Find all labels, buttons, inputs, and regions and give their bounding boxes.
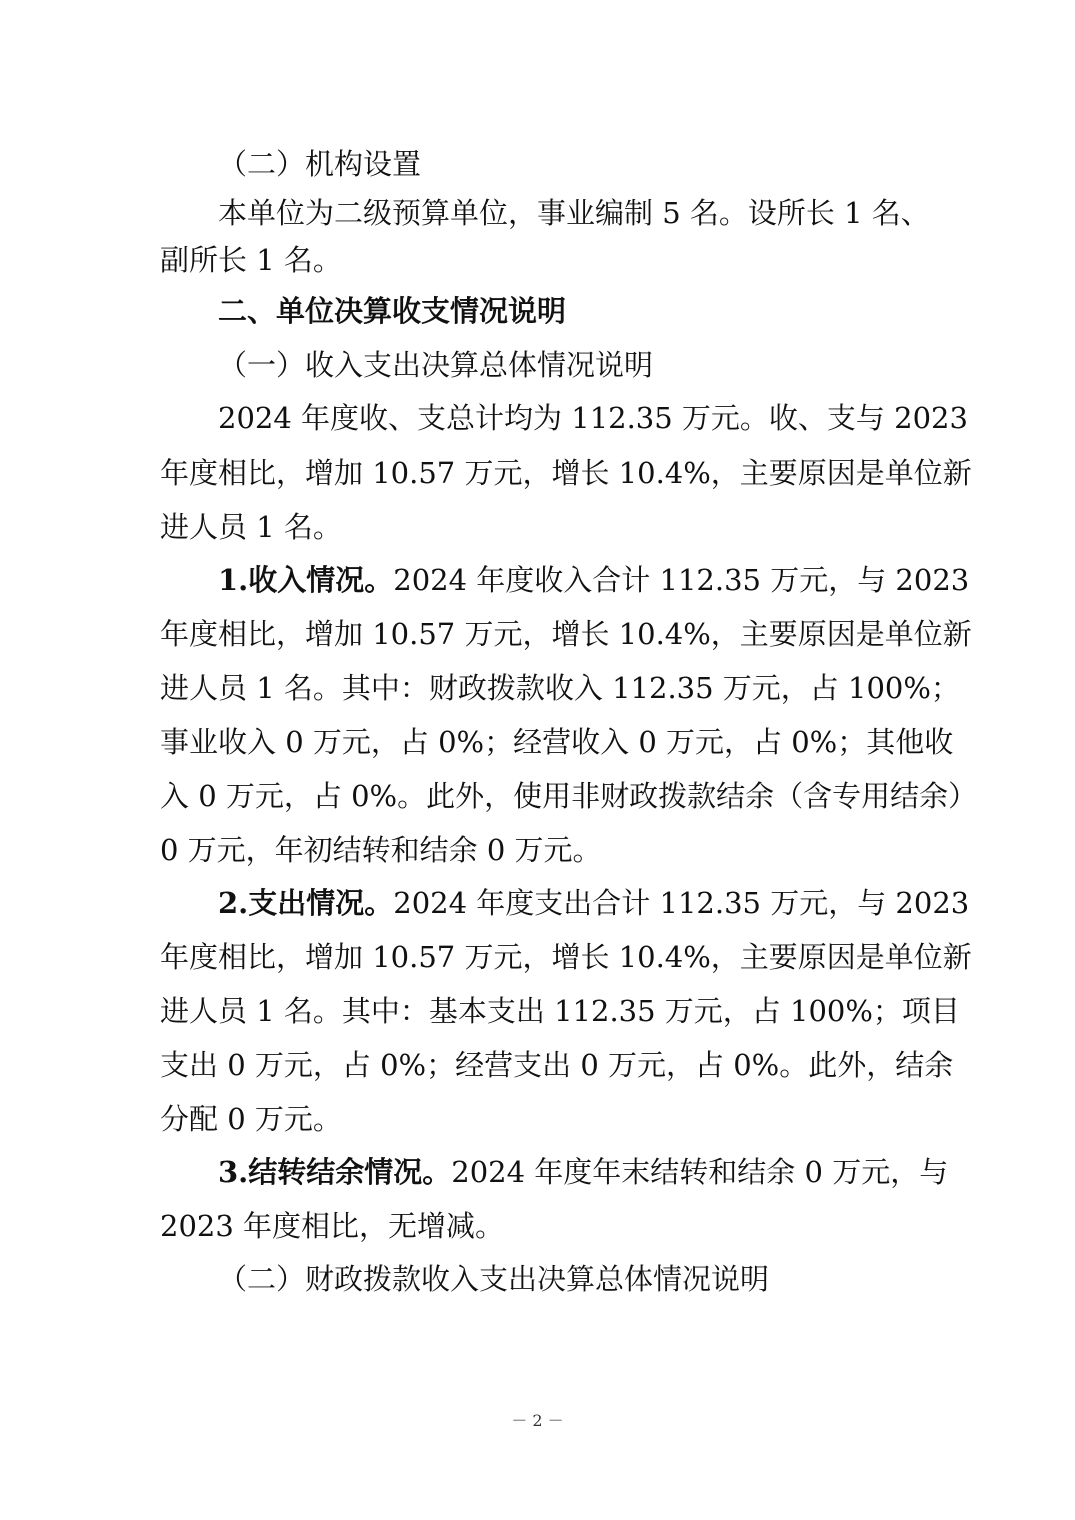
section-heading-org: （二）机构设置	[218, 147, 422, 181]
paragraph-line: 年度相比，增加 10.57 万元，增长 10.4%，主要原因是单位新	[160, 617, 972, 651]
expense-label: 2.支出情况。	[218, 886, 394, 920]
paragraph-line	[160, 1152, 949, 1192]
subsection-heading-fiscal: （二）财政拨款收入支出决算总体情况说明	[218, 1262, 770, 1296]
paragraph-line: 进人员 1 名。	[160, 510, 342, 544]
paragraph-line: 进人员 1 名。其中：基本支出 112.35 万元，占 100%；项目	[160, 994, 960, 1028]
income-label: 1.收入情况。	[218, 563, 394, 597]
paragraph-line: 支出 0 万元，占 0%；经营支出 0 万元，占 0%。此外，结余	[160, 1048, 954, 1082]
carryover-text: 2024 年度年末结转和结余 0 万元，与	[451, 1155, 949, 1189]
paragraph-line: 本单位为二级预算单位，事业编制 5 名。设所长 1 名、	[218, 196, 930, 230]
expense-text: 2024 年度支出合计 112.35 万元，与 2023	[393, 886, 970, 920]
paragraph-line: 事业收入 0 万元，占 0%；经营收入 0 万元，占 0%；其他收	[160, 725, 954, 759]
paragraph-line: 2023 年度相比，无增减。	[160, 1209, 505, 1243]
paragraph-line: 2024 年度收、支总计均为 112.35 万元。收、支与 2023	[218, 401, 968, 435]
paragraph-line: 年度相比，增加 10.57 万元，增长 10.4%，主要原因是单位新	[160, 940, 972, 974]
paragraph-line	[160, 560, 970, 600]
income-text: 2024 年度收入合计 112.35 万元，与 2023	[393, 563, 970, 597]
paragraph-line: 分配 0 万元。	[160, 1102, 342, 1136]
paragraph-line: 进人员 1 名。其中：财政拨款收入 112.35 万元，占 100%；	[160, 671, 960, 705]
paragraph-line: 0 万元，年初结转和结余 0 万元。	[160, 833, 602, 867]
part-heading: 二、单位决算收支情况说明	[218, 294, 567, 328]
page-number: － 2 －	[511, 1411, 564, 1430]
carryover-label: 3.结转结余情况。	[218, 1155, 452, 1189]
subsection-heading-overall: （一）收入支出决算总体情况说明	[218, 348, 654, 382]
paragraph-line: 年度相比，增加 10.57 万元，增长 10.4%，主要原因是单位新	[160, 456, 972, 490]
paragraph-line	[160, 883, 970, 923]
paragraph-line: 入 0 万元，占 0%。此外，使用非财政拨款结余（含专用结余）	[160, 779, 978, 813]
paragraph-line: 副所长 1 名。	[160, 243, 342, 277]
